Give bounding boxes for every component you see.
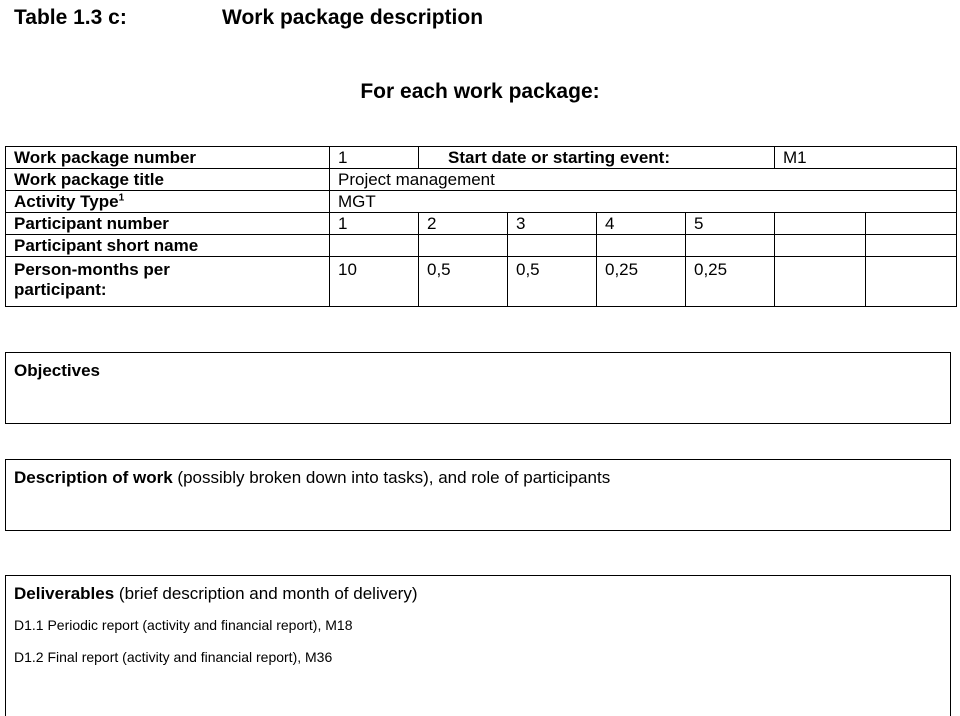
participant-number-cell: 2 — [419, 213, 508, 235]
activity-type-label-cell — [6, 191, 330, 213]
deliverables-title: Deliverables (brief description and month of delivery) — [14, 584, 418, 603]
participant-number-cell: 1 — [330, 213, 419, 235]
deliverables-box — [5, 575, 951, 716]
participant-number-cell — [866, 213, 957, 235]
page-subtitle: For each work package: — [360, 80, 600, 103]
deliverable-item: D1.2 Final report (activity and financial report), M36 — [14, 649, 333, 665]
activity-type-value: MGT — [330, 191, 957, 213]
short-name-cell — [597, 235, 686, 257]
wp-title-value: Project management — [330, 169, 957, 191]
short-name-cell — [775, 235, 866, 257]
activity-type-label: Activity Type — [14, 192, 119, 211]
short-name-cell — [686, 235, 775, 257]
description-title: Description of work (possibly broken down into tasks), and role of participants — [14, 468, 611, 487]
person-months-cell: 10 — [330, 257, 419, 307]
wp-number-label: Work package number — [6, 147, 330, 169]
participant-number-cell: 3 — [508, 213, 597, 235]
table-row — [6, 257, 957, 307]
person-months-cell — [866, 257, 957, 307]
objectives-box — [5, 352, 951, 424]
wp-number-value: 1 — [330, 147, 419, 169]
deliverable-item: D1.1 Periodic report (activity and financial report), M18 — [14, 617, 353, 633]
table-number: Table 1.3 c: — [14, 6, 127, 29]
short-name-cell — [330, 235, 419, 257]
participant-number-cell — [775, 213, 866, 235]
objectives-title: Objectives — [14, 361, 100, 380]
start-date-value: M1 — [775, 147, 957, 169]
table-row — [6, 147, 957, 169]
person-months-cell: 0,25 — [686, 257, 775, 307]
person-months-cell: 0,5 — [419, 257, 508, 307]
start-date-label: Start date or starting event: — [419, 147, 775, 169]
footnote-marker: 1 — [118, 192, 125, 204]
person-months-cell — [775, 257, 866, 307]
person-months-cell: 0,25 — [597, 257, 686, 307]
short-name-cell — [866, 235, 957, 257]
wp-title-label: Work package title — [6, 169, 330, 191]
participant-number-cell: 5 — [686, 213, 775, 235]
short-name-cell — [508, 235, 597, 257]
table-row — [6, 169, 957, 191]
description-box — [5, 459, 951, 531]
participant-number-label: Participant number — [6, 213, 330, 235]
table-row — [6, 235, 957, 257]
person-months-label: Person-months per participant: — [6, 257, 330, 307]
work-package-table — [5, 146, 957, 307]
table-row — [6, 213, 957, 235]
participant-number-cell: 4 — [597, 213, 686, 235]
short-name-label: Participant short name — [6, 235, 330, 257]
table-heading — [14, 6, 483, 30]
table-row — [6, 191, 957, 213]
short-name-cell — [419, 235, 508, 257]
table-caption: Work package description — [222, 6, 484, 29]
person-months-cell: 0,5 — [508, 257, 597, 307]
